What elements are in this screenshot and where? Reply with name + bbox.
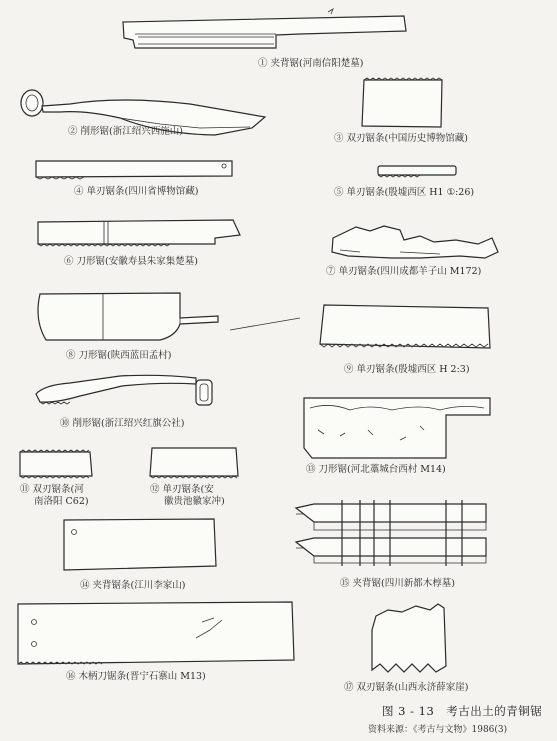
figure-source: 资料来源：《考古与文物》1986(3) bbox=[368, 725, 508, 735]
saw-illustration-15 bbox=[296, 500, 486, 566]
caption-5: ⑤ 单刃锯条(殷墟西区 H1 ①:26) bbox=[334, 187, 475, 198]
saw-illustration-11 bbox=[20, 450, 92, 478]
caption-12-line-1: ⑫ 单刃锯条(安 bbox=[150, 484, 214, 495]
saw-illustration-12 bbox=[150, 448, 238, 478]
caption-15: ⑮ 夹背锯(四川新都木椁墓) bbox=[340, 578, 455, 589]
caption-11 bbox=[20, 484, 89, 508]
caption-16: ⑯ 木柄刀锯条(晋宁石寨山 M13) bbox=[66, 671, 206, 682]
caption-13: ⑬ 刀形锯(河北藁城台西村 M14) bbox=[306, 464, 446, 475]
caption-1: ① 夹背锯(河南信阳楚墓) bbox=[258, 58, 364, 69]
saw-illustration-14 bbox=[64, 519, 216, 570]
caption-12-line-2: 徽贵池徽家冲) bbox=[164, 496, 225, 507]
saw-illustration-7 bbox=[332, 226, 498, 258]
caption-10: ⑩ 削形锯(浙江绍兴红旗公社) bbox=[60, 418, 185, 429]
saw-illustration-1 bbox=[123, 9, 406, 48]
saw-illustration-6 bbox=[38, 220, 240, 246]
caption-12 bbox=[150, 484, 225, 508]
caption-9: ⑨ 单刃锯条(殷墟西区 H 2:3) bbox=[344, 364, 470, 375]
saw-illustration-10 bbox=[36, 375, 212, 405]
saw-illustration-9 bbox=[230, 305, 490, 348]
caption-11-line-1: ⑪ 双刃锯条(河 bbox=[20, 484, 84, 495]
caption-4: ④ 单刃锯条(四川省博物馆藏) bbox=[74, 186, 199, 197]
saw-illustration-16 bbox=[18, 602, 294, 664]
caption-7: ⑦ 单刃锯条(四川成都羊子山 M172) bbox=[326, 266, 482, 277]
caption-11-line-2: 南洛阳 C62) bbox=[34, 496, 89, 507]
caption-8: ⑧ 刀形锯(陕西蓝田孟村) bbox=[66, 350, 172, 361]
caption-6: ⑥ 刀形锯(安徽寿县朱家集楚墓) bbox=[64, 256, 198, 267]
caption-17: ⑰ 双刃锯条(山西永济薛家崖) bbox=[344, 682, 469, 693]
saw-illustration-13 bbox=[304, 398, 490, 458]
figure-title: 图 3 - 13 考古出土的青铜锯 bbox=[382, 704, 543, 718]
saw-illustration-4 bbox=[36, 161, 232, 179]
saw-illustration-8 bbox=[38, 293, 218, 340]
saw-illustration-17 bbox=[372, 604, 446, 672]
caption-3: ③ 双刃锯条(中国历史博物馆藏) bbox=[334, 133, 468, 144]
saw-illustration-5 bbox=[378, 166, 456, 177]
saw-illustration-3 bbox=[362, 78, 442, 127]
caption-2: ② 削形锯(浙江绍兴西施山) bbox=[68, 126, 183, 137]
caption-14: ⑭ 夹背锯条(江川李家山) bbox=[80, 580, 186, 591]
